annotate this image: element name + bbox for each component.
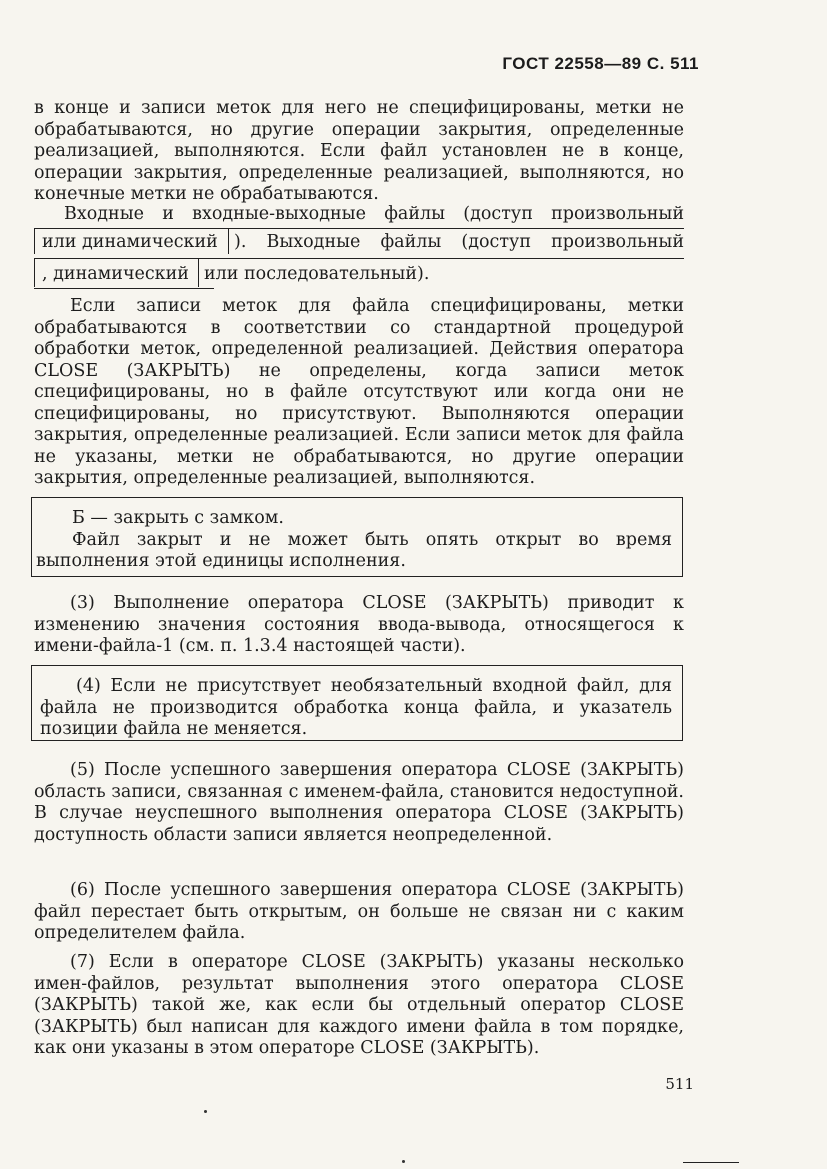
boxed-note-b (31, 497, 683, 577)
speck (204, 1110, 207, 1113)
ruled-line-2b: ). Выходные файлы (доступ произвольный (234, 232, 684, 252)
footer-rule (683, 1162, 739, 1163)
rule-bracket (34, 229, 35, 254)
paragraph-2: Если записи меток для файла специфицированы, метки обрабатываются в соответствии со стандартной процедурой обработки меток, определенной реализацией. Действия оператора CLOSE (ЗАКРЫТЬ) не определены, когда записи меток специфицированы, но в файле отсутствуют или когда они не специфицированы, но присутствуют. Выполняются операции закрытия, определенные реализацией. Если записи меток для файла не указаны, метки не обрабатываются, но другие операции закрытия, определенные реализацией, выполняются. (34, 296, 684, 488)
box-note-4-text: (4) Если не присутствует необязательный входной файл, для файла не производится обработка конца файла, и указатель позиции файла не меняется. (40, 676, 672, 739)
rule-bracket (198, 259, 199, 287)
paragraph-7: (7) Если в операторе CLOSE (ЗАКРЫТЬ) указаны несколько имен-файлов, результат выполнения этого оператора CLOSE (ЗАКРЫТЬ) такой же, как если бы отдельный оператор CLOSE (ЗАКРЫТЬ) был написан для каждого имени файла в том порядке, как они указаны в этом операторе CLOSE (ЗАКРЫТЬ). (34, 952, 684, 1058)
ruled-line-1: Входные и входные-выходные файлы (доступ произвольный (64, 204, 684, 224)
paragraph-3: (3) Выполнение оператора CLOSE (ЗАКРЫТЬ) приводит к изменению значения состояния ввода-вывода, относящегося к имени-файла-1 (см. п. 1.3.4 настоящей части). (34, 593, 684, 656)
paragraph-6: (6) После успешного завершения оператора CLOSE (ЗАКРЫТЬ) файл перестает быть открытым, он больше не связан ни с каким определителем файла. (34, 880, 684, 943)
rule-line (34, 288, 214, 289)
speck (402, 1160, 405, 1163)
boxed-note-4 (31, 665, 683, 741)
page-header: ГОСТ 22558—89 С. 511 (502, 54, 699, 73)
rule-line (34, 258, 684, 259)
box-note-b-text: Файл закрыт и не может быть опять открыт во время выполнения этой единицы исполнения. (36, 529, 672, 571)
rule-bracket (228, 229, 229, 254)
ruled-line-3a: , динамический (42, 264, 189, 284)
ruled-line-2a: или динамический (42, 232, 218, 252)
rule-bracket (34, 259, 35, 287)
box-note-b-title: Б — закрыть с замком. (72, 508, 284, 528)
rule-line (34, 228, 684, 229)
page-number: 511 (665, 1075, 694, 1093)
paragraph-1: в конце и записи меток для него не специфицированы, метки не обрабатываются, но другие операции закрытия, определенные реализацией, выполняются. Если файл установлен не в конце, операции закрытия, определенные реализацией, выполняются, но конечные метки не обрабатываются. (34, 98, 684, 204)
ruled-line-3b: или последовательный). (204, 264, 430, 284)
paragraph-5: (5) После успешного завершения оператора CLOSE (ЗАКРЫТЬ) область записи, связанная с именем-файла, становится недоступной. В случае неуспешного выполнения оператора CLOSE (ЗАКРЫТЬ) доступность области записи является неопределенной. (34, 760, 684, 845)
